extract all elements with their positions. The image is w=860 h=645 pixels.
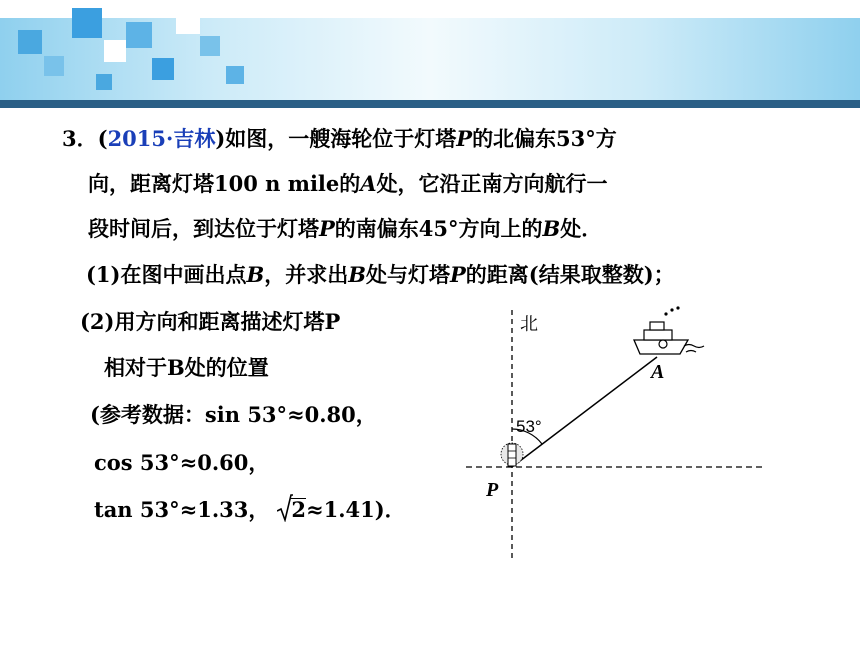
point-p-label: P xyxy=(486,479,499,501)
text: 处． xyxy=(560,216,603,241)
banner-square xyxy=(152,58,174,80)
var-b: B xyxy=(542,216,561,241)
text: 的南偏东45°方向上的 xyxy=(334,216,543,241)
header-banner xyxy=(0,0,860,112)
text: (1)在图中画出点 xyxy=(86,262,247,287)
banner-square xyxy=(200,36,220,56)
banner-square xyxy=(226,66,244,84)
segment-pa xyxy=(512,357,657,467)
sqrt-radicand: 2 xyxy=(291,497,306,522)
text: 相对于B处的位置 xyxy=(104,355,269,380)
var-a: A xyxy=(360,171,377,196)
text: ，并求出 xyxy=(264,262,349,287)
banner-square xyxy=(18,30,42,54)
sqrt-symbol xyxy=(277,497,306,523)
banner-square xyxy=(44,56,64,76)
text: 的距离(结果取整数)； xyxy=(465,262,675,287)
direction-diagram xyxy=(462,302,772,564)
ship-icon xyxy=(634,306,704,354)
question-2-line-2 xyxy=(104,355,269,381)
paren: ) xyxy=(215,126,226,151)
var-b: B xyxy=(348,262,366,287)
lighthouse-icon xyxy=(501,443,523,466)
reference-data-line-3 xyxy=(94,497,406,523)
point-a-label: A xyxy=(651,361,665,383)
text: 的北偏东53°方 xyxy=(472,126,617,151)
text: (2)用方向和距离描述灯塔P xyxy=(80,309,341,334)
question-2-line-1 xyxy=(80,309,340,335)
banner-square xyxy=(96,74,112,90)
text: tan 53°≈1.33， xyxy=(94,497,270,522)
text: ≈1.41)． xyxy=(305,497,406,522)
problem-line-1 xyxy=(62,126,617,152)
north-label: 北 xyxy=(520,314,538,334)
var-p: P xyxy=(319,216,335,241)
problem-line-2 xyxy=(88,171,608,197)
reference-data-line-1 xyxy=(90,402,377,428)
problem-source: 2015·吉林 xyxy=(107,126,216,151)
var-p: P xyxy=(456,126,473,151)
text: (参考数据：sin 53°≈0.80， xyxy=(90,402,377,427)
problem-line-3 xyxy=(88,216,602,242)
banner-square xyxy=(126,22,152,48)
reference-data-line-2 xyxy=(94,450,269,476)
var-p: P xyxy=(449,262,466,287)
text: 向，距离灯塔100 n mile的 xyxy=(88,171,361,196)
angle-label: 53° xyxy=(516,417,542,436)
paren: ( xyxy=(97,126,108,151)
problem-number: 3． xyxy=(62,126,98,151)
text: 段时间后，到达位于灯塔 xyxy=(88,216,319,241)
text: 处与灯塔 xyxy=(365,262,450,287)
question-1 xyxy=(86,262,675,288)
banner-square xyxy=(104,40,126,62)
banner-dark-stripe xyxy=(0,100,860,108)
banner-square xyxy=(176,10,200,34)
text: cos 53°≈0.60， xyxy=(94,450,270,475)
text: 处，它沿正南方向航行一 xyxy=(376,171,608,196)
text: 如图，一艘海轮位于灯塔 xyxy=(225,126,457,151)
var-b: B xyxy=(246,262,265,287)
sqrt-radical-icon xyxy=(277,494,293,522)
banner-square xyxy=(72,8,102,38)
